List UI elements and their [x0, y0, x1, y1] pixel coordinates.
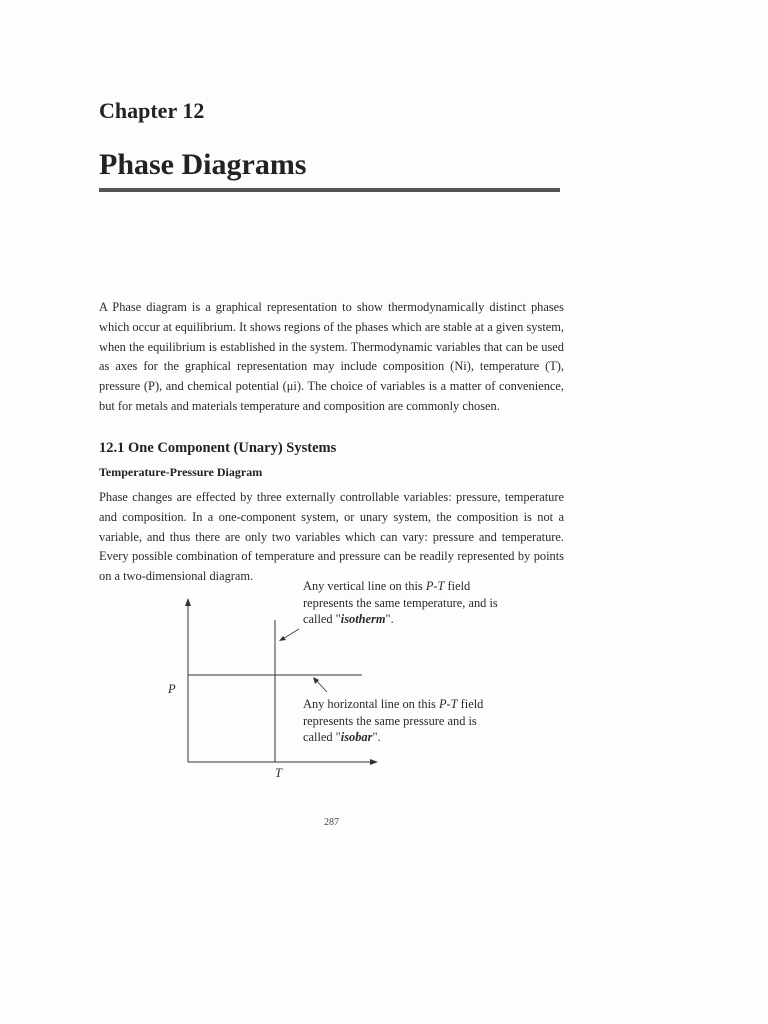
isotherm-leader-arrowhead	[279, 636, 286, 641]
intro-paragraph: A Phase diagram is a graphical representation to show thermodynamically distinct phases which occur at equilibrium. It shows regions of the phases which are stable at a given system, when the equilibrium is established in the system. Thermodynamic variables that can be used as axes for the graphical representation may include composition (Ni), temperature (T), pressure (P), and chemical potential (μi). The choice of variables is a matter of convenience, but for metals and materials temperature and composition are commonly chosen.	[99, 300, 564, 413]
page-number: 287	[324, 817, 339, 828]
subsection-heading: Temperature-Pressure Diagram	[99, 465, 263, 479]
section-heading: 12.1 One Component (Unary) Systems	[99, 440, 337, 456]
x-axis-label: T	[275, 766, 282, 780]
pt-diagram	[160, 574, 560, 804]
isotherm-annotation: Any vertical line on this P-T field represents the same temperature, and is called "isotherm".	[303, 579, 498, 626]
chapter-title: Phase Diagrams	[99, 148, 307, 181]
y-axis-arrow	[185, 598, 191, 606]
isobar-annotation: Any horizontal line on this P-T field represents the same pressure and is called "isobar".	[303, 697, 484, 744]
chapter-label: Chapter 12	[99, 98, 205, 123]
y-axis-label: P	[168, 682, 176, 696]
x-axis-arrow	[370, 759, 378, 765]
section-paragraph: Phase changes are effected by three externally controllable variables: pressure, temperature and composition. In a one-component system, or unary system, the composition is not a variable, and thus there are only two variables which can vary: pressure and temperature. Every possible combination of temperature and pressure can be readily represented by points on a two-dimensional diagram.	[99, 490, 564, 584]
title-rule	[99, 188, 560, 192]
